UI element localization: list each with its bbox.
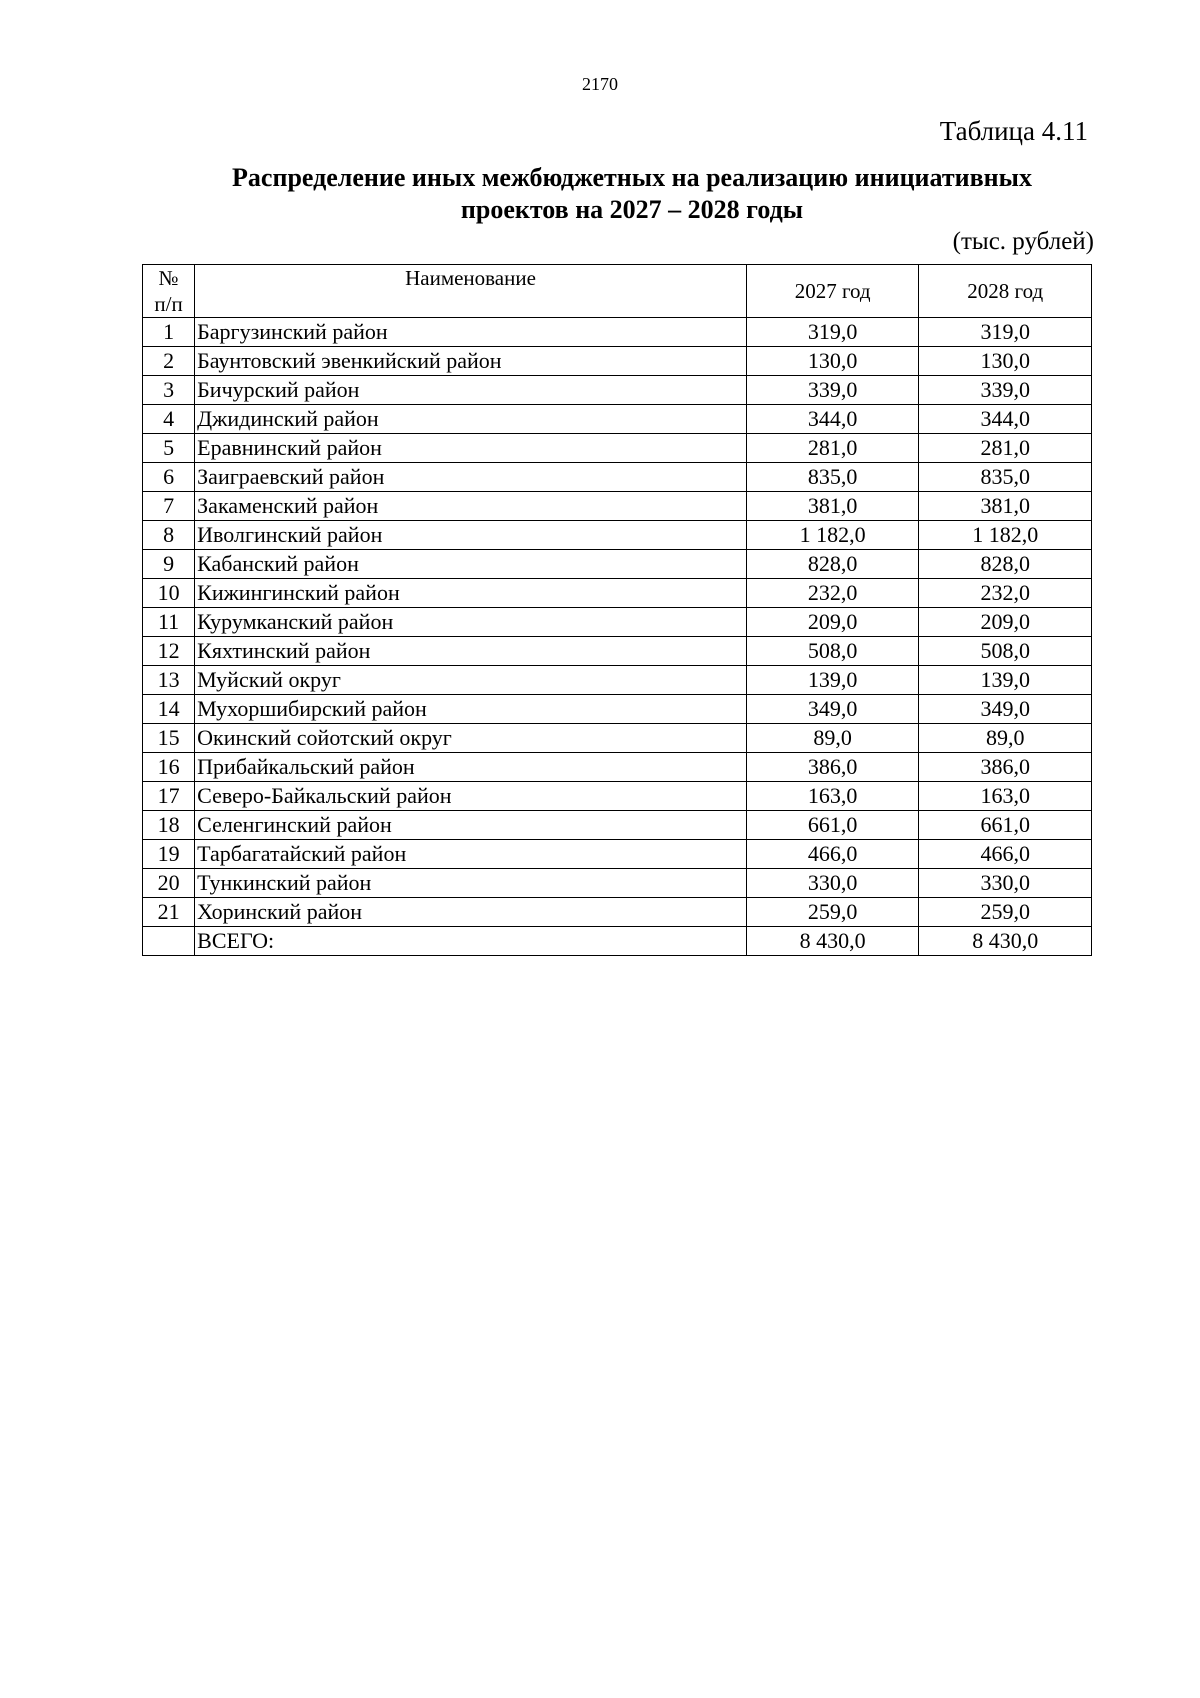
cell-2027: 319,0 [746, 318, 919, 347]
cell-number: 8 [143, 521, 195, 550]
cell-name: Баргузинский район [195, 318, 747, 347]
cell-number [143, 927, 195, 956]
cell-2027: 339,0 [746, 376, 919, 405]
cell-2027: 163,0 [746, 782, 919, 811]
cell-name: ВСЕГО: [195, 927, 747, 956]
table-row [143, 347, 1092, 376]
cell-name: Закаменский район [195, 492, 747, 521]
cell-name: Прибайкальский район [195, 753, 747, 782]
header-year-2027: 2027 год [746, 265, 919, 318]
cell-name: Селенгинский район [195, 811, 747, 840]
cell-2028: 381,0 [919, 492, 1092, 521]
cell-2027: 259,0 [746, 898, 919, 927]
cell-number: 16 [143, 753, 195, 782]
cell-2028: 163,0 [919, 782, 1092, 811]
cell-2027: 835,0 [746, 463, 919, 492]
table-row [143, 898, 1092, 927]
title-line-1: Распределение иных межбюджетных на реализацию инициативных [232, 163, 1032, 192]
table-row [143, 521, 1092, 550]
units-label: (тыс. рублей) [952, 228, 1094, 255]
table-row [143, 376, 1092, 405]
document-title [120, 162, 1144, 226]
header-number [143, 265, 195, 318]
cell-number: 11 [143, 608, 195, 637]
cell-2027: 8 430,0 [746, 927, 919, 956]
cell-2028: 89,0 [919, 724, 1092, 753]
table-row [143, 608, 1092, 637]
table-row [143, 811, 1092, 840]
cell-2027: 281,0 [746, 434, 919, 463]
cell-2028: 344,0 [919, 405, 1092, 434]
title-line-2: проектов на 2027 – 2028 годы [460, 195, 804, 224]
table-row [143, 753, 1092, 782]
header-number-line2: п/п [154, 292, 183, 316]
total-row [143, 927, 1092, 956]
cell-2027: 139,0 [746, 666, 919, 695]
table-row [143, 318, 1092, 347]
cell-number: 6 [143, 463, 195, 492]
cell-number: 19 [143, 840, 195, 869]
table-row [143, 869, 1092, 898]
table-row [143, 463, 1092, 492]
cell-number: 1 [143, 318, 195, 347]
cell-name: Еравнинский район [195, 434, 747, 463]
cell-2028: 281,0 [919, 434, 1092, 463]
cell-2028: 139,0 [919, 666, 1092, 695]
cell-name: Окинский сойотский округ [195, 724, 747, 753]
cell-2027: 130,0 [746, 347, 919, 376]
cell-number: 18 [143, 811, 195, 840]
table-row [143, 579, 1092, 608]
cell-number: 15 [143, 724, 195, 753]
cell-name: Кяхтинский район [195, 637, 747, 666]
cell-2027: 386,0 [746, 753, 919, 782]
cell-number: 17 [143, 782, 195, 811]
cell-name: Мухоршибирский район [195, 695, 747, 724]
cell-number: 7 [143, 492, 195, 521]
cell-number: 13 [143, 666, 195, 695]
table-row [143, 637, 1092, 666]
header-number-line1: № [158, 266, 179, 290]
cell-2028: 828,0 [919, 550, 1092, 579]
cell-2027: 1 182,0 [746, 521, 919, 550]
cell-name: Северо-Байкальский район [195, 782, 747, 811]
cell-2027: 330,0 [746, 869, 919, 898]
cell-2028: 386,0 [919, 753, 1092, 782]
table-row [143, 840, 1092, 869]
cell-2028: 330,0 [919, 869, 1092, 898]
table-row [143, 695, 1092, 724]
table-row [143, 434, 1092, 463]
table-row [143, 782, 1092, 811]
cell-2028: 259,0 [919, 898, 1092, 927]
cell-name: Иволгинский район [195, 521, 747, 550]
cell-name: Тарбагатайский район [195, 840, 747, 869]
table-row [143, 492, 1092, 521]
cell-2028: 232,0 [919, 579, 1092, 608]
cell-2027: 344,0 [746, 405, 919, 434]
table-row [143, 550, 1092, 579]
cell-name: Кабанский район [195, 550, 747, 579]
cell-2028: 130,0 [919, 347, 1092, 376]
cell-2028: 508,0 [919, 637, 1092, 666]
cell-name: Курумканский район [195, 608, 747, 637]
cell-number: 10 [143, 579, 195, 608]
header-name: Наименование [195, 265, 747, 318]
cell-2027: 209,0 [746, 608, 919, 637]
cell-number: 14 [143, 695, 195, 724]
cell-number: 4 [143, 405, 195, 434]
cell-name: Бичурский район [195, 376, 747, 405]
page-number: 2170 [582, 74, 618, 94]
cell-2028: 339,0 [919, 376, 1092, 405]
cell-2028: 466,0 [919, 840, 1092, 869]
cell-name: Хоринский район [195, 898, 747, 927]
cell-2027: 466,0 [746, 840, 919, 869]
table-body [143, 318, 1092, 956]
cell-2027: 89,0 [746, 724, 919, 753]
cell-2027: 828,0 [746, 550, 919, 579]
cell-number: 20 [143, 869, 195, 898]
cell-2028: 1 182,0 [919, 521, 1092, 550]
cell-2027: 661,0 [746, 811, 919, 840]
cell-2027: 508,0 [746, 637, 919, 666]
table-row [143, 405, 1092, 434]
table-row [143, 666, 1092, 695]
cell-name: Кижингинский район [195, 579, 747, 608]
cell-2028: 835,0 [919, 463, 1092, 492]
cell-number: 5 [143, 434, 195, 463]
cell-number: 3 [143, 376, 195, 405]
cell-number: 2 [143, 347, 195, 376]
cell-2027: 349,0 [746, 695, 919, 724]
header-year-2028: 2028 год [919, 265, 1092, 318]
cell-2028: 661,0 [919, 811, 1092, 840]
cell-2027: 232,0 [746, 579, 919, 608]
cell-2028: 349,0 [919, 695, 1092, 724]
cell-name: Тункинский район [195, 869, 747, 898]
table-label: Таблица 4.11 [939, 116, 1088, 146]
cell-name: Заиграевский район [195, 463, 747, 492]
cell-2027: 381,0 [746, 492, 919, 521]
cell-2028: 8 430,0 [919, 927, 1092, 956]
cell-2028: 209,0 [919, 608, 1092, 637]
budget-table [142, 264, 1092, 956]
cell-number: 21 [143, 898, 195, 927]
cell-2028: 319,0 [919, 318, 1092, 347]
cell-number: 9 [143, 550, 195, 579]
cell-name: Джидинский район [195, 405, 747, 434]
cell-number: 12 [143, 637, 195, 666]
cell-name: Баунтовский эвенкийский район [195, 347, 747, 376]
cell-name: Муйский округ [195, 666, 747, 695]
table-header-row [143, 265, 1092, 318]
table-row [143, 724, 1092, 753]
